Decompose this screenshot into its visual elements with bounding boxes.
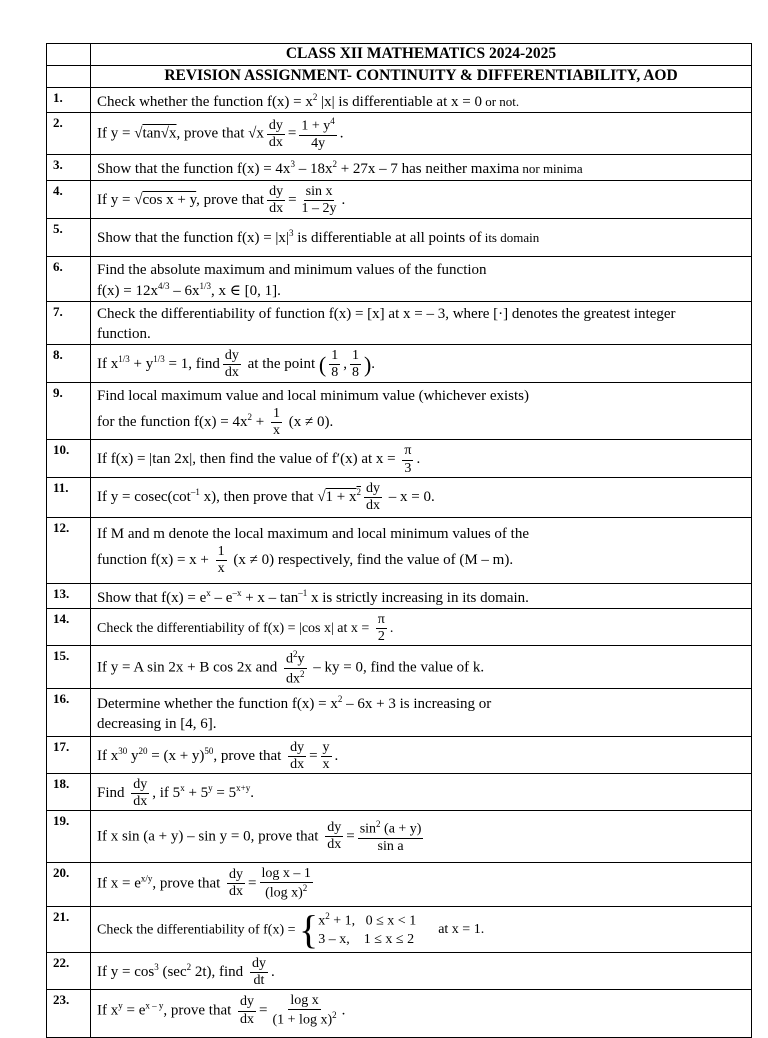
question-row [47,88,752,113]
question-number: 12. [47,517,91,583]
question-row [47,952,752,989]
question-number: 17. [47,736,91,773]
question-text: Check the differentiability of function f(x) = [x] at x = – 3, where [·] denotes the greatest integer function. [91,302,752,345]
question-text: If $y = \cos^3 (\sec^2$ 2t), find $\frac{dy}{dt}$ . [91,952,752,989]
question-row [47,345,752,383]
question-row [47,477,752,517]
question-text: Show that the function $f(x) = 4x^3 - 18x^2 + 27x - 7$ has neither maxima nor minima [91,155,752,180]
question-number: 7. [47,302,91,345]
page-subtitle: REVISION ASSIGNMENT- CONTINUITY & DIFFERENTIABILITY, AOD [91,66,752,88]
question-row [47,688,752,736]
question-number: 6. [47,256,91,302]
assignment-sheet [46,43,752,1028]
question-text: Show that $f(x) = e^x - e^{-x} + x - \tan^{-1} x$ is strictly increasing in its domain. [91,583,752,608]
question-text: If y = A sin 2x + B cos 2x and $\frac{d^2y}{dx^2}$ – ky = 0, find the value of k. [91,646,752,689]
question-text: If x sin (a + y) – sin y = 0, prove that $\frac{dy}{dx}$ = $\frac{\sin^2 (a + y)}{\text{sin a}}$ [91,810,752,862]
question-number: 2. [47,113,91,155]
question-text: Find $\frac{dy}{dx}$ , if $5^x + 5^y = 5^{x+y}$. [91,773,752,810]
question-number: 10. [47,440,91,477]
question-number: 5. [47,218,91,256]
question-text: If f(x) = |tan 2x|, then find the value of f′(x) at x = $\frac{\pi}{3}$ . [91,440,752,477]
question-number: 16. [47,688,91,736]
question-number: 14. [47,608,91,645]
question-row [47,155,752,180]
question-row [47,990,752,1038]
question-row [47,906,752,952]
question-text: If $x^{1/3} + y^{1/3} = 1$, find $\frac{dy}{dx}$ at the point ( $\frac{1}{8}$ , $\frac{1}{8}$ ). [91,345,752,383]
question-number: 21. [47,906,91,952]
question-row [47,440,752,477]
question-row [47,862,752,906]
question-number: 23. [47,990,91,1038]
question-row [47,773,752,810]
question-number: 18. [47,773,91,810]
header-row-subtitle [47,66,752,88]
question-row [47,517,752,583]
question-text: If $x = e^{x/y}$, prove that $\frac{dy}{dx}$ = $\frac{\text{log x – 1}}{(\log x)^2}$ [91,862,752,906]
question-row [47,113,752,155]
question-text: If $x^{30}$ $y^{20} = (x + y)^{50}$, prove that $\frac{dy}{dx}$ = $\frac{y}{x}$ . [91,736,752,773]
question-text: If y = √cos x + y, prove that $\frac{dy}{dx}$ = $\frac{\text{sin x}}{1 - 2y}$ . [91,180,752,218]
question-number: 13. [47,583,91,608]
question-row [47,646,752,689]
question-text: If $x^y = e^{x - y}$, prove that $\frac{dy}{dx}$ = $\frac{\text{log x}}{(1 + \log x)^2}$ . [91,990,752,1038]
question-number: 3. [47,155,91,180]
question-number: 8. [47,345,91,383]
question-text: If M and m denote the local maximum and local minimum values of the function f(x) = x + $\frac{1}{x}$ (x ≠ 0) respectively, find the value of (M – m). [91,517,752,583]
question-text: Show that the function $f(x) = |x|^3$ is differentiable at all points of its domain [91,218,752,256]
question-text: Check the differentiability of f(x) = |cos x| at x = $\frac{\pi}{2}$ . [91,608,752,645]
question-row [47,608,752,645]
question-number: 22. [47,952,91,989]
question-row [47,383,752,440]
question-number: 4. [47,180,91,218]
question-text: Find local maximum value and local minimum value (whichever exists) for the function $f(x) = 4x^2$ + $\frac{1}{x}$ (x ≠ 0). [91,383,752,440]
question-text: Determine whether the function $f(x) = x^2 - 6x + 3$ is increasing or decreasing in [4, 6]. [91,688,752,736]
question-text: If $y = cosec(\cot^{-1}$ x), then prove that $√1 + x^2$ $\frac{dy}{dx}$ – x = 0. [91,477,752,517]
question-number: 19. [47,810,91,862]
question-number: 15. [47,646,91,689]
question-number: 9. [47,383,91,440]
question-row [47,180,752,218]
question-number: 11. [47,477,91,517]
question-row [47,302,752,345]
question-row [47,736,752,773]
question-row [47,810,752,862]
question-number: 1. [47,88,91,113]
question-number: 20. [47,862,91,906]
question-row [47,256,752,302]
question-text: If y = √tan√x, prove that √x $\frac{dy}{dx}$ = $\frac{1 + y^4}{4y}$ . [91,113,752,155]
question-text: Check the differentiability of f(x) = { $x^2 + 1$, 0 ≤ x < 1 3 – x, 1 ≤ x ≤ 2 at x = 1. [91,906,752,952]
question-text: Check whether the function $f(x) = x^2$ |x| is differentiable at x = 0 or not. [91,88,752,113]
question-text: Find the absolute maximum and minimum values of the function $f(x) = 12x^{4/3} - 6x^{1/3}$, x ∈ [0, 1]. [91,256,752,302]
page-title: CLASS XII MATHEMATICS 2024-2025 [91,44,752,66]
question-row [47,583,752,608]
header-row-title [47,44,752,66]
question-row [47,218,752,256]
questions-table [46,43,752,1038]
